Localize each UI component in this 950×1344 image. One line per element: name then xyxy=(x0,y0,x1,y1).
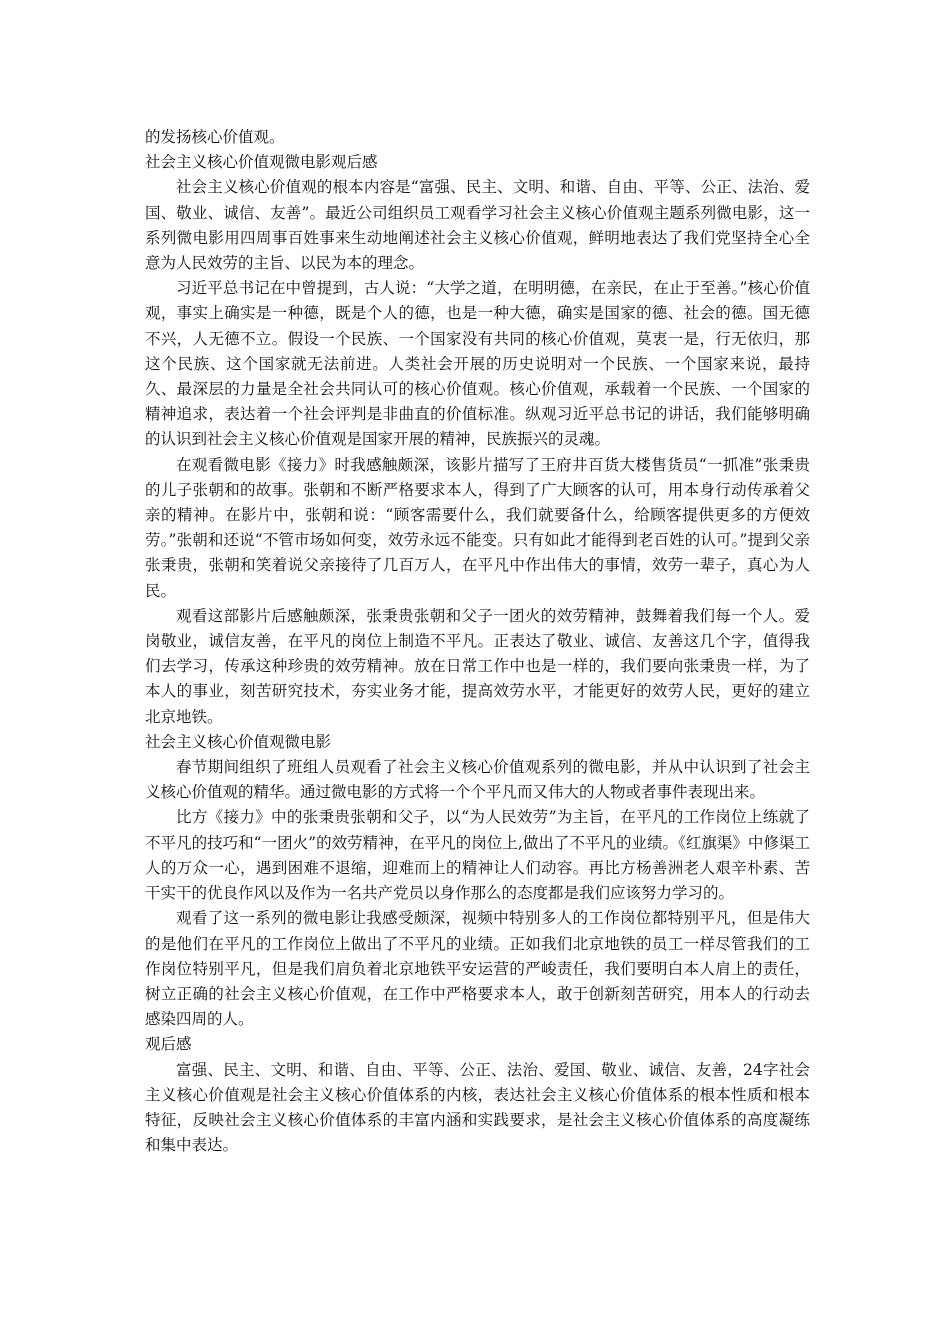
document-body xyxy=(145,125,810,1158)
paragraph: 社会主义核心价值观的根本内容是“富强、民主、文明、和谐、自由、平等、公正、法治、爱国、敬业、诚信、友善”。最近公司组织员工观看学习社会主义核心价值观主题系列微电影，这一系列微电影用四周事百姓事来生动地阐述社会主义核心价值观，鲜明地表达了我们党坚持全心全意为人民效劳的主旨、以民为本的理念。 xyxy=(145,178,810,273)
paragraph: 在观看微电影《接力》时我感触颇深，该影片描写了王府井百货大楼售货员“一抓准”张秉贵的儿子张朝和的故事。张朝和不断严格要求本人，得到了广大顾客的认可，用本身行动传承着父亲的精神。在影片中，张朝和说：“顾客需要什么，我们就要备什么，给顾客提供更多的方便效劳。”张朝和还说“不管市场如何变，效劳永远不能变。只有如此才能得到老百姓的认可。”提到父亲张秉贵，张朝和笑着说父亲接待了几百万人，在平凡中作出伟大的事情，效劳一辈子，真心为人民。 xyxy=(145,455,810,600)
paragraph: 比方《接力》中的张秉贵张朝和父子，以“为人民效劳”为主旨，在平凡的工作岗位上练就了不平凡的技巧和“一团火”的效劳精神，在平凡的岗位上,做出了不平凡的业绩。《红旗渠》中修渠工人的万众一心，遇到困难不退缩，迎难而上的精神让人们动容。再比方杨善洲老人艰辛朴素、苦干实干的优良作风以及作为一名共产党员以身作那么的态度都是我们应该努力学习的。 xyxy=(145,808,810,903)
section-heading: 社会主义核心价值观微电影观后感 xyxy=(145,153,378,172)
paragraph: 春节期间组织了班组人员观看了社会主义核心价值观系列的微电影，并从中认识到了社会主义核心价值观的精华。通过微电影的方式将一个个平凡而又伟大的人物或者事件表现出来。 xyxy=(145,758,810,802)
section-heading: 社会主义核心价值观微电影 xyxy=(145,732,332,751)
paragraph: 富强、民主、文明、和谐、自由、平等、公正、法治、爱国、敬业、诚信、友善，24字社会主义核心价值观是社会主义核心价值体系的内核，表达社会主义核心价值体系的根本性质和根本特征，反映社会主义核心价值体系的丰富内涵和实践要求，是社会主义核心价值体系的高度凝练和集中表达。 xyxy=(145,1060,810,1155)
section-heading: 观后感 xyxy=(145,1035,192,1054)
paragraph: 习近平总书记在中曾提到，古人说：“大学之道，在明明德，在亲民，在止于至善。”核心价值观，事实上确实是一种德，既是个人的德，也是一种大德，确实是国家的德、社会的德。国无德不兴，人无德不立。假设一个民族、一个国家没有共同的核心价值观，莫衷一是，行无依归，那这个民族、这个国家就无法前进。人类社会开展的历史说明对一个民族、一个国家来说，最持久、最深层的力量是全社会共同认可的核心价值观。核心价值观，承载着一个民族、一个国家的精神追求，表达着一个社会评判是非曲直的价值标准。纵观习近平总书记的讲话，我们能够明确的认识到社会主义核心价值观是国家开展的精神，民族振兴的灵魂。 xyxy=(145,279,810,449)
paragraph: 观看了这一系列的微电影让我感受颇深，视频中特别多人的工作岗位都特别平凡，但是伟大的是他们在平凡的工作岗位上做出了不平凡的业绩。正如我们北京地铁的员工一样尽管我们的工作岗位特别平凡，但是我们肩负着北京地铁平安运营的严峻责任，我们要明白本人肩上的责任，树立正确的社会主义核心价值观，在工作中严格要求本人，敢于创新刻苦研究，用本人的行动去感染四周的人。 xyxy=(145,909,810,1029)
continuation-line: 的发扬核心价值观。 xyxy=(145,128,285,146)
paragraph: 观看这部影片后感触颇深，张秉贵张朝和父子一团火的效劳精神，鼓舞着我们每一个人。爱岗敬业，诚信友善，在平凡的岗位上制造不平凡。正表达了敬业、诚信、友善这几个字，值得我们去学习，传承这种珍贵的效劳精神。放在日常工作中也是一样的，我们要向张秉贵一样，为了本人的事业，刻苦研究技术，夯实业务才能，提高效劳水平，才能更好的效劳人民，更好的建立北京地铁。 xyxy=(145,606,810,726)
